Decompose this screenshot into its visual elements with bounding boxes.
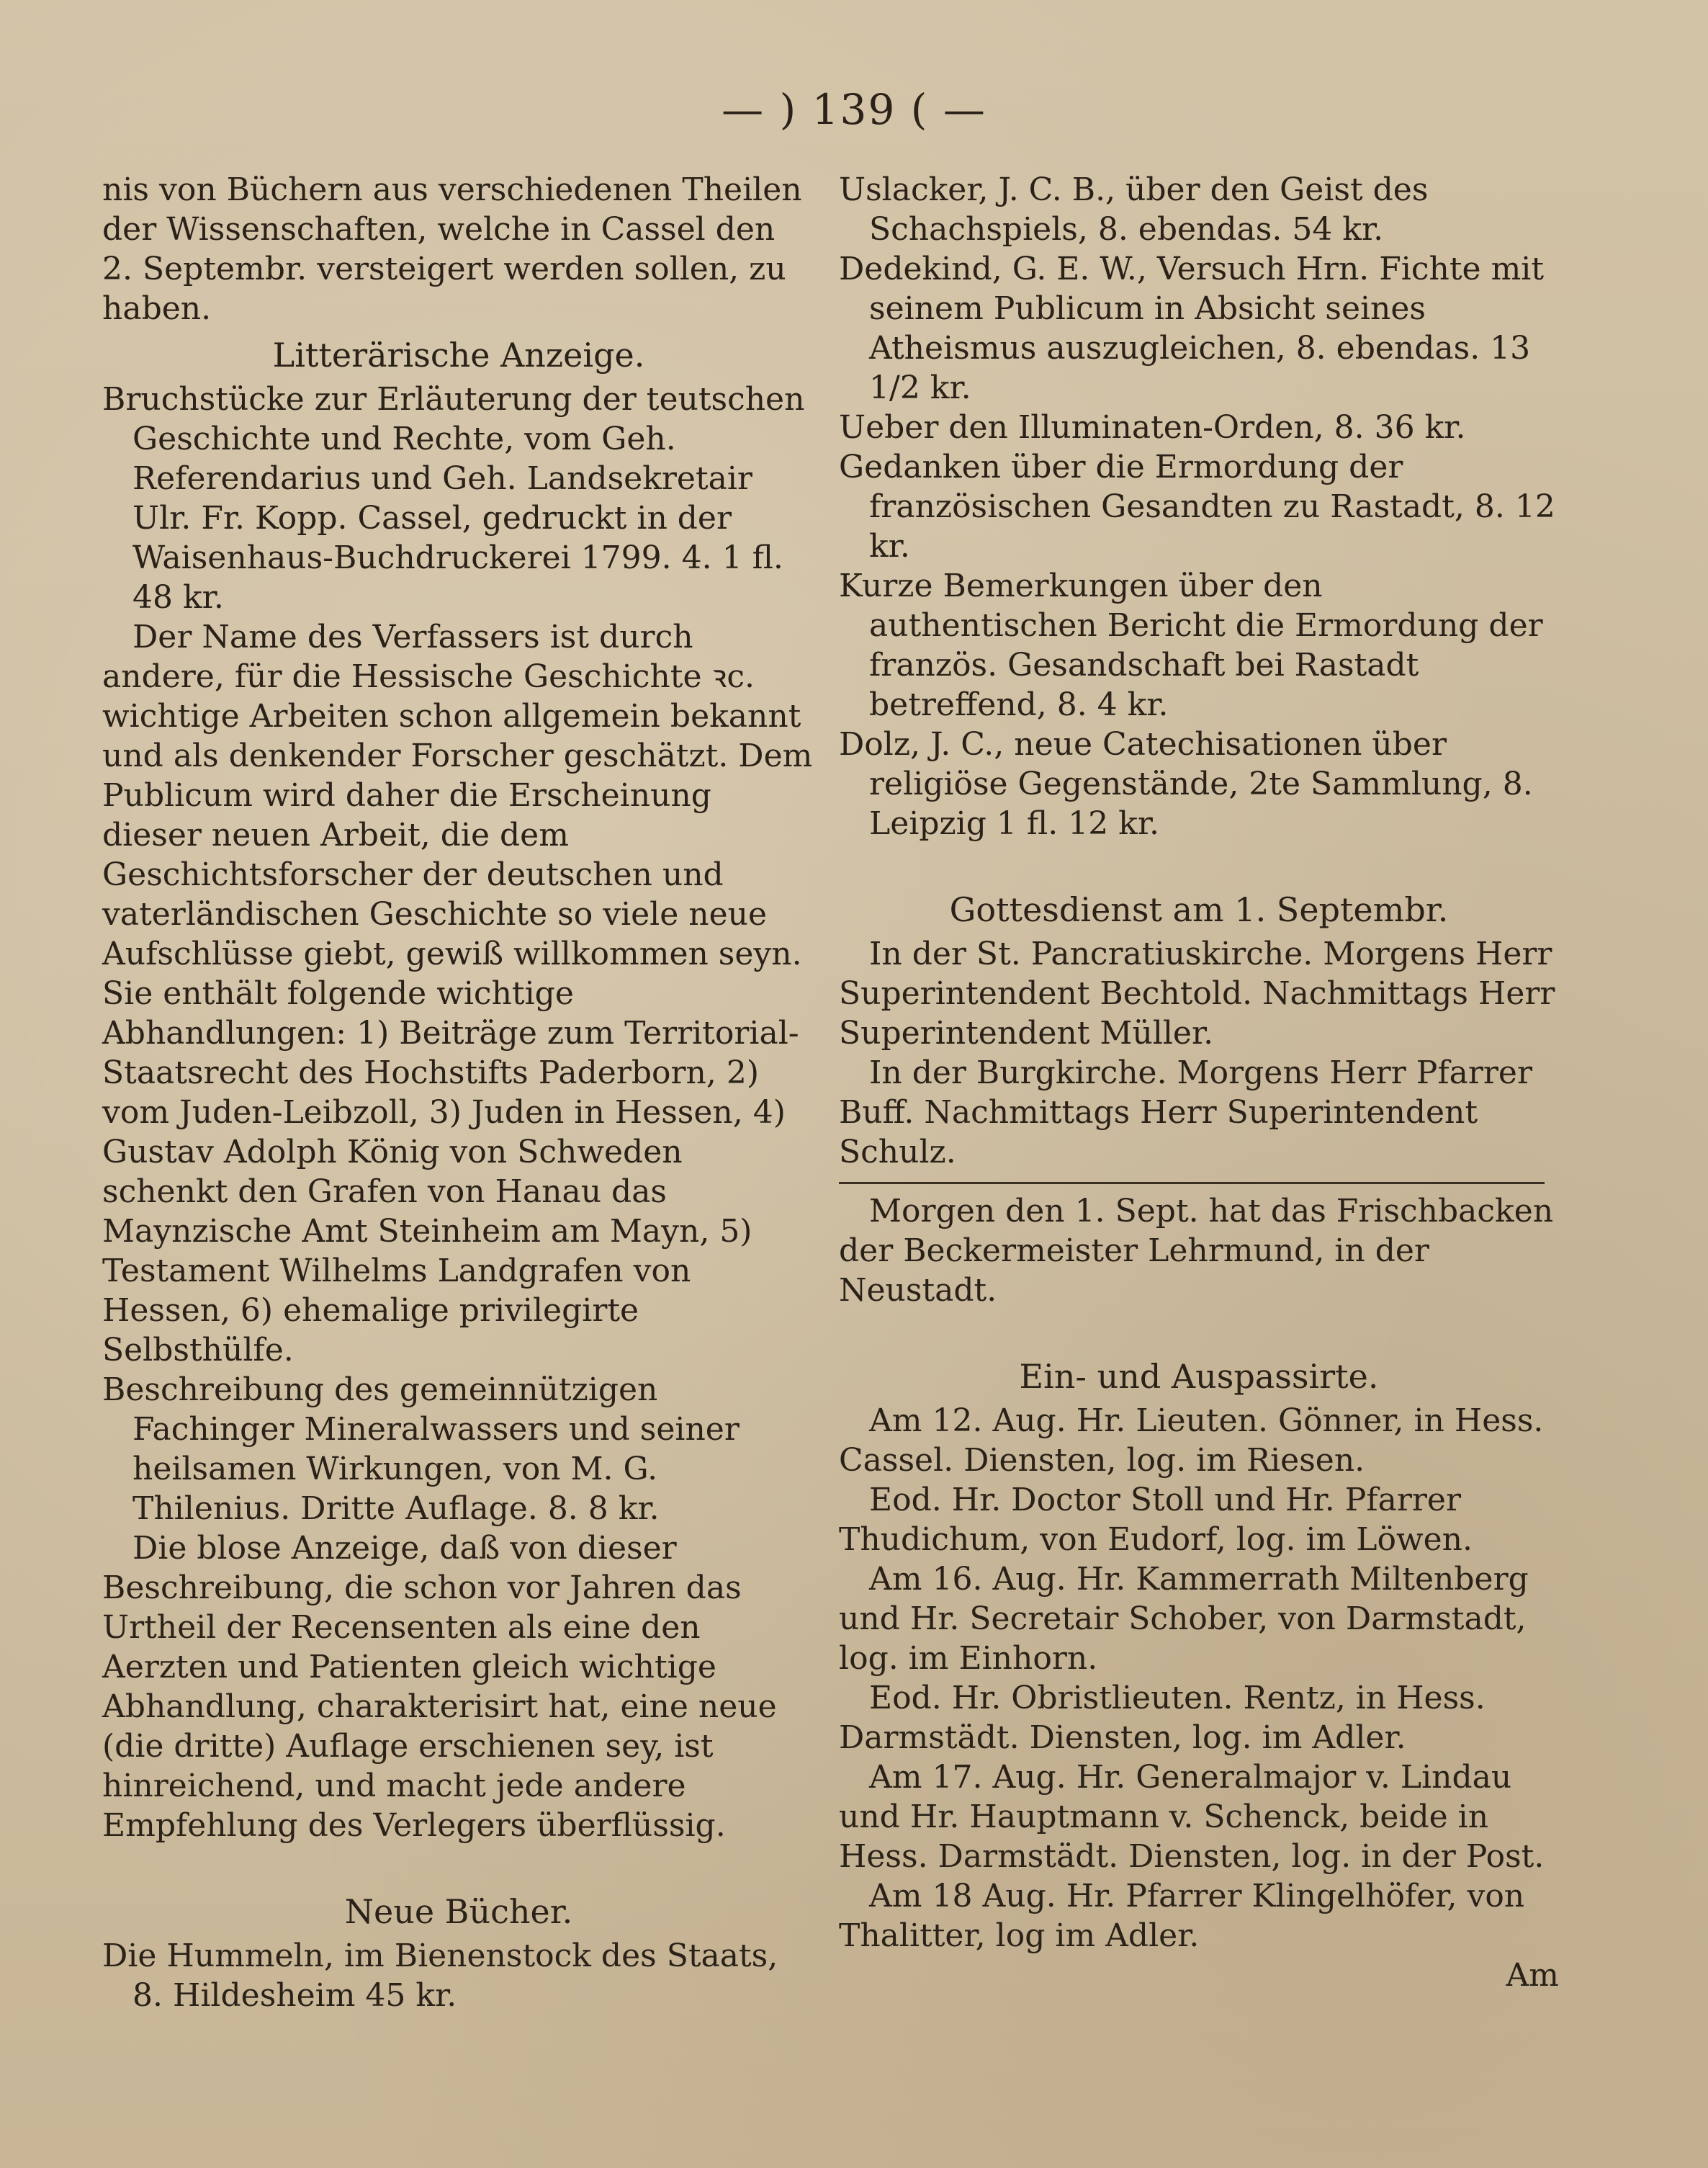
right-column xyxy=(839,170,1559,1995)
church-service-pancratius: In der St. Pancratiuskirche. Morgens Herr Superintendent Bechtold. Nachmittags Herr Superintendent Müller. xyxy=(839,936,1555,1052)
traveller-entry: Am 16. Aug. Hr. Kammerrath Miltenberg und Hr. Secretair Schober, von Darmstadt, log. im Einhorn. xyxy=(839,1561,1529,1677)
new-books-heading: Neue Bücher. xyxy=(344,1892,573,1931)
traveller-entry: Eod. Hr. Doctor Stoll und Hr. Pfarrer Thudichum, von Eudorf, log. im Löwen. xyxy=(839,1482,1473,1558)
catchword: Am xyxy=(1506,1957,1559,1994)
literary-notice-heading: Litterärische Anzeige. xyxy=(272,336,645,375)
left-column xyxy=(102,170,815,2015)
book-entry: Kurze Bemerkungen über den authentischen Bericht die Ermordung der französ. Gesandschaft bei Rastadt betreffend, 8. 4 kr. xyxy=(839,568,1543,723)
book-entry: Uslacker, J. C. B., über den Geist des Schachspiels, 8. ebendas. 54 kr. xyxy=(839,171,1429,248)
travellers-heading: Ein- und Auspassirte. xyxy=(1019,1357,1379,1396)
bakery-notice: Morgen den 1. Sept. hat das Frischbacken der Beckermeister Lehrmund, in der Neustadt. xyxy=(839,1193,1554,1309)
traveller-entry: Am 12. Aug. Hr. Lieuten. Gönner, in Hess. Cassel. Diensten, log. im Riesen. xyxy=(839,1402,1544,1479)
intro-text: nis von Büchern aus verschiedenen Theilen der Wissenschaften, welche in Cassel den 2. Septembr. versteigert werden sollen, zu haben. xyxy=(102,171,802,327)
book-entry-thilenius: Beschreibung des gemeinnützigen Fachinger Mineralwassers und seiner heilsamen Wirkungen, von M. G. Thilenius. Dritte Auflage. 8. 8 kr. xyxy=(102,1371,740,1527)
book-entry: Dedekind, G. E. W., Versuch Hrn. Fichte mit seinem Publicum in Absicht seines Atheismus auszugleichen, 8. ebendas. 13 1/2 kr. xyxy=(839,251,1545,406)
book-review-kopp: Der Name des Verfassers ist durch andere, für die Hessische Geschichte ꝛc. wichtige Arbeiten schon allgemein bekannt und als denkender Forscher geschätzt. Dem Publicum wird daher die Erscheinung dieser neuen Arbeit, die dem Geschichtsforscher der deutschen und vaterländischen Geschichte so viele neue Aufschlüsse giebt, gewiß willkommen seyn. Sie enthält folgende wichtige Abhandlungen: 1) Beiträge zum Territorial-Staatsrecht des Hochstifts Paderborn, 2) vom Juden-Leibzoll, 3) Juden in Hessen, 4) Gustav Adolph König von Schweden schenkt den Grafen von Hanau das Maynzische Amt Steinheim am Mayn, 5) Testament Wilhelms Landgrafen von Hessen, 6) ehemalige privilegirte Selbsthülfe. xyxy=(102,619,813,1369)
section-divider xyxy=(839,1182,1545,1184)
book-entry: Ueber den Illuminaten-Orden, 8. 36 kr. xyxy=(839,409,1466,446)
book-entry-hummeln: Die Hummeln, im Bienenstock des Staats, 8. Hildesheim 45 kr. xyxy=(102,1938,778,2014)
traveller-entry: Am 17. Aug. Hr. Generalmajor v. Lindau und Hr. Hauptmann v. Schenck, beide in Hess. Darmstädt. Diensten, log. in der Post. xyxy=(839,1759,1545,1875)
traveller-entry: Eod. Hr. Obristlieuten. Rentz, in Hess. Darmstädt. Diensten, log. im Adler. xyxy=(839,1680,1485,1756)
book-review-thilenius: Die blose Anzeige, daß von dieser Beschreibung, die schon vor Jahren das Urtheil der Recensenten als eine den Aerzten und Patienten gleich wichtige Abhandlung, charakterisirt hat, eine neue (die dritte) Auflage erschienen sey, ist hinreichend, und macht jede andere Empfehlung des Verlegers überflüssig. xyxy=(102,1530,777,1844)
church-service-heading: Gottesdienst am 1. Septembr. xyxy=(949,890,1449,929)
book-entry: Dolz, J. C., neue Catechisationen über religiöse Gegenstände, 2te Sammlung, 8. Leipzig 1 fl. 12 kr. xyxy=(839,726,1533,842)
book-entry-kopp: Bruchstücke zur Erläuterung der teutschen Geschichte und Rechte, vom Geh. Referendarius und Geh. Landsekretair Ulr. Fr. Kopp. Cassel, gedruckt in der Waisenhaus-Buchdruckerei 1799. 4. 1 fl. 48 kr. xyxy=(102,381,805,616)
book-entry: Gedanken über die Ermordung der französischen Gesandten zu Rastadt, 8. 12 kr. xyxy=(839,449,1555,565)
traveller-entry: Am 18 Aug. Hr. Pfarrer Klingelhöfer, von Thalitter, log im Adler. xyxy=(839,1878,1525,1954)
church-service-burgkirche: In der Burgkirche. Morgens Herr Pfarrer Buff. Nachmittags Herr Superintendent Schulz. xyxy=(839,1054,1532,1170)
page-number-header: — ) 139 ( — xyxy=(722,85,986,134)
